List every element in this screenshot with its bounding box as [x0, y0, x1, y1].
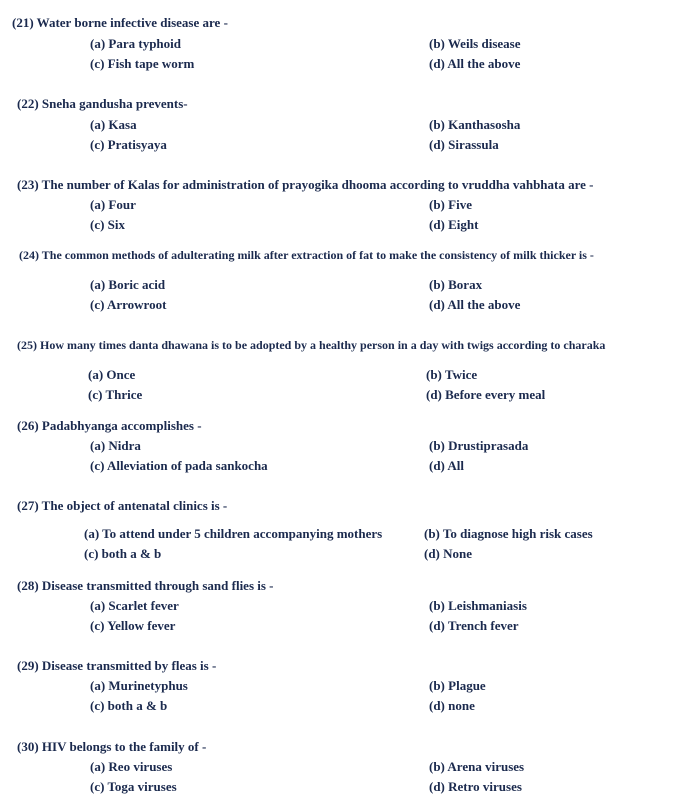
option-d: (d) Sirassula: [429, 137, 499, 152]
option-a: (a) Reo viruses: [90, 759, 173, 774]
question-stem: (21) Water borne infective disease are -: [12, 15, 228, 30]
option-c: (c) both a & b: [84, 546, 162, 561]
option-d: (d) All the above: [429, 297, 521, 312]
option-c: (c) Pratisyaya: [90, 137, 167, 152]
option-a: (a) Para typhoid: [90, 36, 181, 51]
option-c: (c) Six: [90, 217, 126, 232]
option-d: (d) All the above: [429, 56, 521, 71]
option-c: (c) Alleviation of pada sankocha: [90, 458, 268, 473]
option-a: (a) Boric acid: [90, 277, 166, 292]
option-d: (d) Before every meal: [426, 387, 546, 402]
option-b: (b) Plague: [429, 678, 486, 693]
option-b: (b) Drustiprasada: [429, 438, 529, 453]
option-b: (b) Borax: [429, 277, 483, 292]
option-a: (a) Nidra: [90, 438, 141, 453]
question-stem: (22) Sneha gandusha prevents-: [17, 96, 188, 111]
option-a: (a) Four: [90, 197, 136, 212]
option-a: (a) Scarlet fever: [90, 598, 179, 613]
option-d: (d) All: [429, 458, 465, 473]
option-c: (c) Toga viruses: [90, 779, 177, 794]
option-b: (b) Five: [429, 197, 472, 212]
option-b: (b) Twice: [426, 367, 478, 382]
option-c: (c) Fish tape worm: [90, 56, 195, 71]
option-c: (c) Arrowroot: [90, 297, 167, 312]
option-d: (d) Eight: [429, 217, 479, 232]
option-c: (c) Yellow fever: [90, 618, 176, 633]
option-d: (d) Retro viruses: [429, 779, 522, 794]
question-stem: (30) HIV belongs to the family of -: [17, 739, 207, 754]
option-c: (c) Thrice: [88, 387, 143, 402]
option-d: (d) none: [429, 698, 475, 713]
option-d: (d) None: [424, 546, 473, 561]
question-stem: (29) Disease transmitted by fleas is -: [17, 658, 217, 673]
question-stem: (26) Padabhyanga accomplishes -: [17, 418, 202, 433]
question-stem: (27) The object of antenatal clinics is -: [17, 498, 228, 513]
option-d: (d) Trench fever: [429, 618, 519, 633]
option-a: (a) Once: [88, 367, 136, 382]
question-stem: (24) The common methods of adulterating milk after extraction of fat to make the consistency of milk thicker is -: [19, 248, 594, 262]
option-a: (a) Kasa: [90, 117, 137, 132]
option-b: (b) Weils disease: [429, 36, 521, 51]
question-stem: (23) The number of Kalas for administration of prayogika dhooma according to vruddha vahbhata are -: [17, 177, 594, 192]
question-stem: (28) Disease transmitted through sand flies is -: [17, 578, 274, 593]
option-a: (a) To attend under 5 children accompanying mothers: [84, 526, 383, 541]
option-b: (b) Kanthasosha: [429, 117, 521, 132]
option-b: (b) To diagnose high risk cases: [424, 526, 593, 541]
question-stem: (25) How many times danta dhawana is to be adopted by a healthy person in a day with twigs according to charaka: [17, 338, 606, 352]
option-c: (c) both a & b: [90, 698, 168, 713]
option-b: (b) Arena viruses: [429, 759, 525, 774]
option-b: (b) Leishmaniasis: [429, 598, 527, 613]
option-a: (a) Murinetyphus: [90, 678, 188, 693]
